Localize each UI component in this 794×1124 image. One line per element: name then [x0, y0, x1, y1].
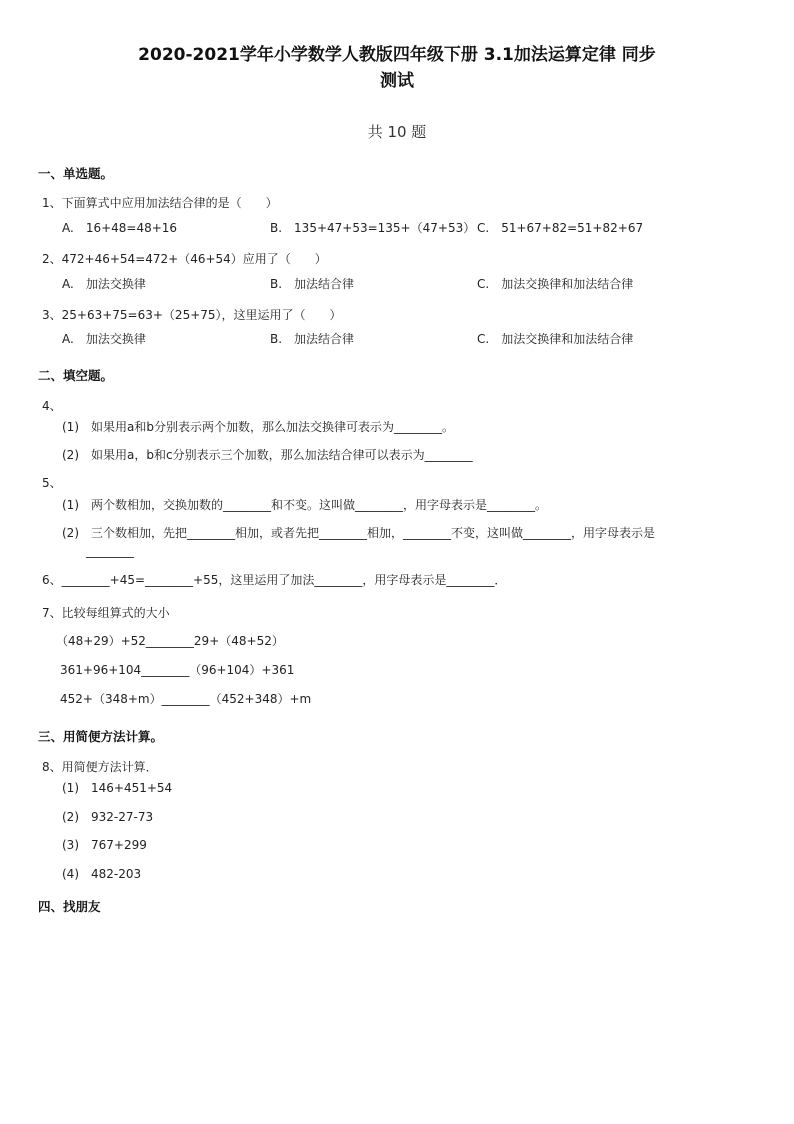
section-heading-fill-in: 二、填空题。 — [38, 368, 114, 383]
section-heading-simplified-calculation: 三、用简便方法计算。 — [38, 729, 164, 744]
question-3-stem: 3、25+63+75=63+（25+75），这里运用了（ ） — [42, 308, 342, 322]
question-2-option-c: C. 加法交换律和加法结合律 — [477, 277, 634, 291]
question-8-part-4: (4) 482-203 — [62, 867, 142, 881]
question-7-line-3: 452+（348+m）________（452+348）+m — [60, 692, 312, 706]
question-4-part-2: (2) 如果用a，b和c分别表示三个加数，那么加法结合律可以表示为________ — [62, 448, 473, 462]
question-3-option-c: C. 加法交换律和加法结合律 — [477, 332, 634, 346]
question-8-part-1: (1) 146+451+54 — [62, 781, 173, 795]
question-8-part-3: (3) 767+299 — [62, 838, 147, 852]
question-3-option-b: B. 加法结合律 — [270, 332, 355, 346]
document-title-line2: 测试 — [380, 71, 414, 91]
question-7-line-1: （48+29）+52________29+（48+52） — [56, 634, 284, 648]
question-5-part-2: (2) 三个数相加，先把________相加，或者先把________相加，________不变，这叫做________，用字母表示是 — [62, 526, 656, 540]
question-7-stem: 7、比较每组算式的大小 — [42, 606, 170, 620]
section-heading-find-friends: 四、找朋友 — [38, 899, 101, 914]
question-2-option-a: A. 加法交换律 — [62, 277, 146, 291]
question-7-line-2: 361+96+104________（96+104）+361 — [60, 663, 295, 677]
question-4-stem: 4、 — [42, 399, 62, 413]
question-3-option-a: A. 加法交换律 — [62, 332, 146, 346]
question-1-stem: 1、下面算式中应用加法结合律的是（ ） — [42, 196, 278, 210]
question-2-option-b: B. 加法结合律 — [270, 277, 355, 291]
question-5-part-1: (1) 两个数相加，交换加数的________和不变。这叫做________，用字母表示是________。 — [62, 498, 548, 512]
question-1-option-c: C. 51+67+82=51+82+67 — [477, 221, 644, 235]
question-1-option-b: B. 135+47+53=135+（47+53） — [270, 221, 476, 235]
question-4-part-1: (1) 如果用a和b分别表示两个加数，那么加法交换律可表示为________。 — [62, 420, 454, 434]
question-6-stem: 6、________+45=________+55，这里运用了加法________，用字母表示是________． — [42, 573, 507, 587]
question-count: 共 10 题 — [367, 123, 427, 141]
question-8-stem: 8、用简便方法计算． — [42, 760, 158, 774]
question-1-option-a: A. 16+48=48+16 — [62, 221, 178, 235]
document-title-line1: 2020-2021学年小学数学人教版四年级下册 3.1加法运算定律 同步 — [138, 45, 656, 65]
question-2-stem: 2、472+46+54=472+（46+54）应用了（ ） — [42, 252, 327, 266]
question-5-part-2-continuation: ________ — [86, 544, 134, 558]
question-8-part-2: (2) 932-27-73 — [62, 810, 154, 824]
section-heading-single-choice: 一、单选题。 — [38, 166, 114, 181]
question-5-stem: 5、 — [42, 476, 62, 490]
